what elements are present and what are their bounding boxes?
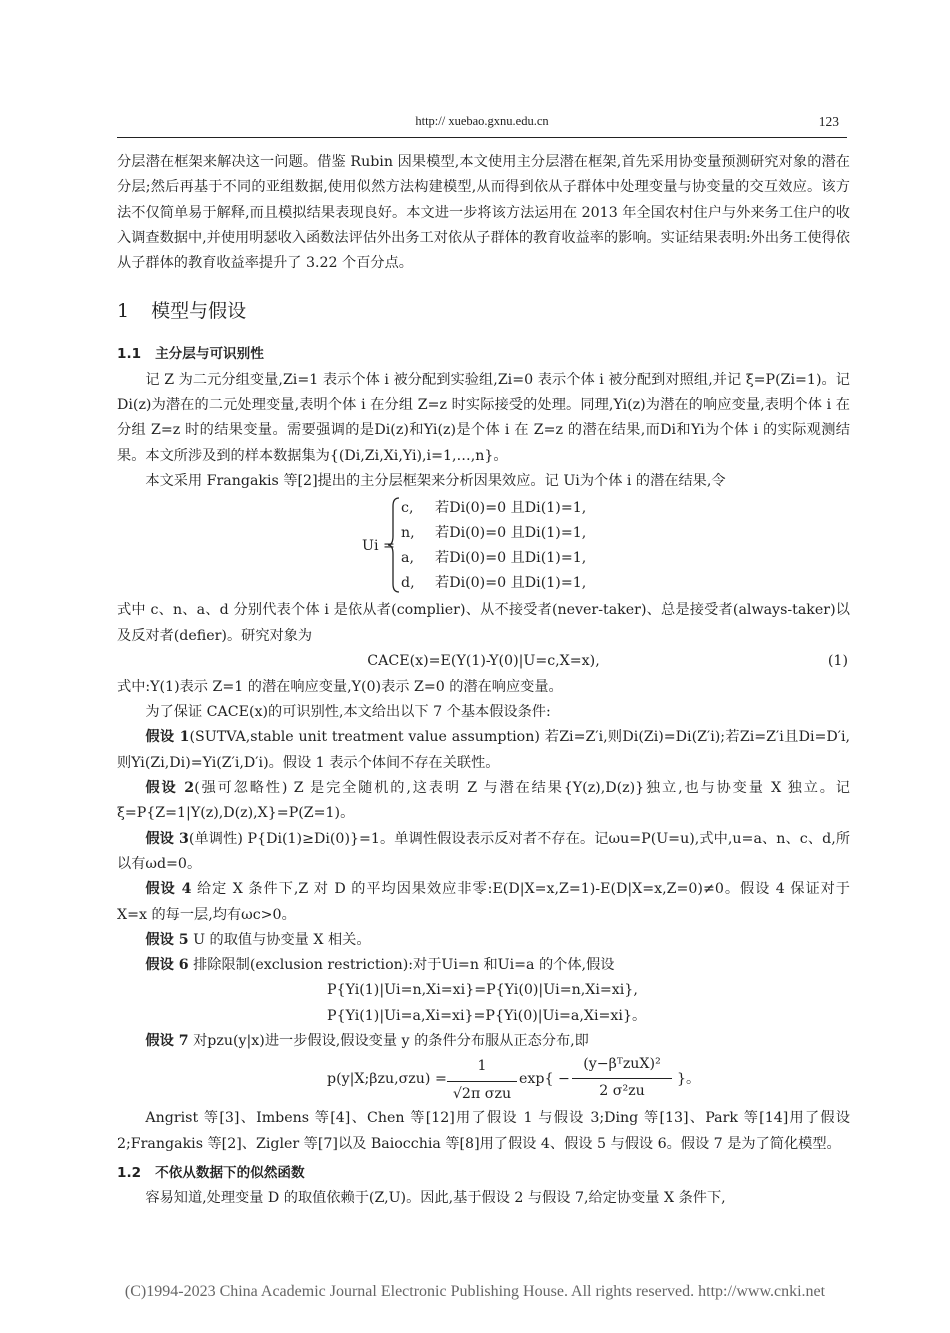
section-number: 1: [117, 300, 130, 323]
paragraph: 记 Z 为二元分组变量,Zi=1 表示个体 i 被分配到实验组,Zi=0 表示个体 i 被分配到对照组,并记 ξ=P(Zi=1)。记Di(z)为潜在的二元处理变量,表明个体 i 在分组 Z=z 时实际接受的处理。同理,Yi(z)为潜在的响应变量,表明个体 i 在分组 Z=z 时的结果变量。需要强调的是Di(z)和Yi(z)是个体 i 在 Z=z 的潜在结果,而Di和Yi为个体 i 的实际观测结果。本文所涉及到的样本数据集为{(Di,Zi,Xi,Yi),i=1,…,n}。: [117, 371, 850, 464]
assumption-1: 假设 1(SUTVA,stable unit treatment value assumption) 若Zi=Z′i,则Di(Zi)=Di(Z′i);若Zi=Z′i且Di=D′i,则Yi(Zi,Di)=Yi(Z′i,D′i)。假设 1 表示个体间不存在关联性。: [117, 729, 851, 771]
equation-number: (1): [827, 652, 848, 669]
left-brace-icon: [387, 496, 401, 594]
assumption-6: 假设 6 排除限制(exclusion restriction):对于Ui=n 和Ui=a 的个体,假设: [145, 957, 615, 974]
paragraph: 式中:Y(1)表示 Z=1 的潜在响应变量,Y(0)表示 Z=0 的潜在响应变量。: [117, 678, 563, 695]
subsection-number: 1.1: [117, 346, 142, 363]
paragraph: Angrist 等[3]、Imbens 等[4]、Chen 等[12]用了假设 1 与假设 3;Ding 等[13]、Park 等[14]用了假设 2;Frangakis 等[2]、Zigler 等[7]以及 Baiocchia 等[8]用了假设 4、假设 5 与假设 6。假设 7 是为了简化模型。: [117, 1110, 850, 1152]
assumption-6-equation: P{Yi(1)|Ui=n,Xi=xi}=P{Yi(0)|Ui=n,Xi=xi},: [327, 982, 638, 999]
section-title: 模型与假设: [151, 300, 247, 323]
cases-lhs: Ui =: [362, 538, 395, 555]
assumption-7: 假设 7 对pzu(y|x)进一步假设,假设变量 y 的条件分布服从正态分布,即: [145, 1033, 589, 1050]
assumption-3: 假设 3(单调性) P{Di(1)≥Di(0)}=1。单调性假设表示反对者不存在。记ωu=P(U=u),式中,u=a、n、c、d,所以有ωd=0。: [117, 830, 851, 872]
page-header: [117, 114, 847, 136]
intro-paragraph: 分层潜在框架来解决这一问题。借鉴 Rubin 因果模型,本文使用主分层潜在框架,首先采用协变量预测研究对象的潜在分层;然后再基于不同的亚组数据,使用似然方法构建模型,从而得到依从子群体中处理变量与协变量的交互效应。该方法不仅简单易于解释,而且模拟结果表现良好。本文进一步将该方法运用在 2013 年全国农村住户与外来务工住户的收入调查数据中,并使用明瑟收入函数法评估外出务工对依从子群体的教育收益率的影响。实证结果表明:外出务工使得依从子群体的教育收益率提升了 3.22 个百分点。: [117, 154, 850, 272]
paragraph: 本文采用 Frangakis 等[2]提出的主分层框架来分析因果效应。记 Ui为个体 i 的潜在结果,令: [145, 472, 726, 489]
equation-text: CACE(x)=E(Y(1)-Y(0)|U=c,X=x),: [367, 652, 600, 669]
subsection-title: 主分层与可识别性: [155, 346, 264, 363]
cases-row: a, 若Di(0)=0 且Di(1)=1,: [401, 550, 587, 567]
cases-row: n, 若Di(0)=0 且Di(1)=1,: [401, 525, 587, 542]
journal-url[interactable]: http:// xuebao.gxnu.edu.cn: [415, 114, 549, 128]
cases-row: c, 若Di(0)=0 且Di(1)=1,: [401, 500, 587, 517]
subsection-number: 1.2: [117, 1164, 142, 1181]
cases-equation: [117, 496, 850, 596]
header-rule: [117, 137, 847, 138]
section-heading: [117, 296, 850, 326]
subsection-heading: [117, 1161, 850, 1186]
normal-density-equation: p(y|X;βzu,σzu) = 1 √2π σzu exp{ − (y−βᵀzuX)² 2 σ²zu }。: [117, 1054, 850, 1106]
cases-row: d, 若Di(0)=0 且Di(1)=1,: [401, 575, 587, 592]
paragraph: 式中 c、n、a、d 分别代表个体 i 是依从者(complier)、从不接受者(never-taker)、总是接受者(always-taker)以及反对者(defier)。研究对象为: [117, 602, 850, 644]
copyright-footer: (C)1994-2023 China Academic Journal Electronic Publishing House. All rights reserved. http://www.cnki.net: [124, 1283, 826, 1300]
paragraph: 为了保证 CACE(x)的可识别性,本文给出以下 7 个基本假设条件:: [145, 704, 551, 721]
paragraph: 容易知道,处理变量 D 的取值依赖于(Z,U)。因此,基于假设 2 与假设 7,给定协变量 X 条件下,: [145, 1190, 726, 1207]
subsection-title: 不依从数据下的似然函数: [155, 1164, 305, 1181]
assumption-5: 假设 5 U 的取值与协变量 X 相关。: [145, 931, 371, 948]
equation-1: [117, 649, 850, 675]
subsection-heading: [117, 342, 850, 367]
page-number: 123: [818, 114, 839, 129]
assumption-4: 假设 4 给定 X 条件下,Z 对 D 的平均因果效应非零:E(D|X=x,Z=1)-E(D|X=x,Z=0)≠0。假设 4 保证对于 X=x 的每一层,均有ωc>0。: [117, 881, 850, 923]
assumption-6-equation: P{Yi(1)|Ui=a,Xi=xi}=P{Yi(0)|Ui=a,Xi=xi}。: [327, 1007, 647, 1024]
article-body: [117, 150, 850, 1212]
assumption-2: 假设 2(强可忽略性) Z 是完全随机的,这表明 Z 与潜在结果{Y(z),D(z)}独立,也与协变量 X 独立。记 ξ=P{Z=1|Y(z),D(z),X}=P(Z=1)。: [117, 780, 850, 822]
